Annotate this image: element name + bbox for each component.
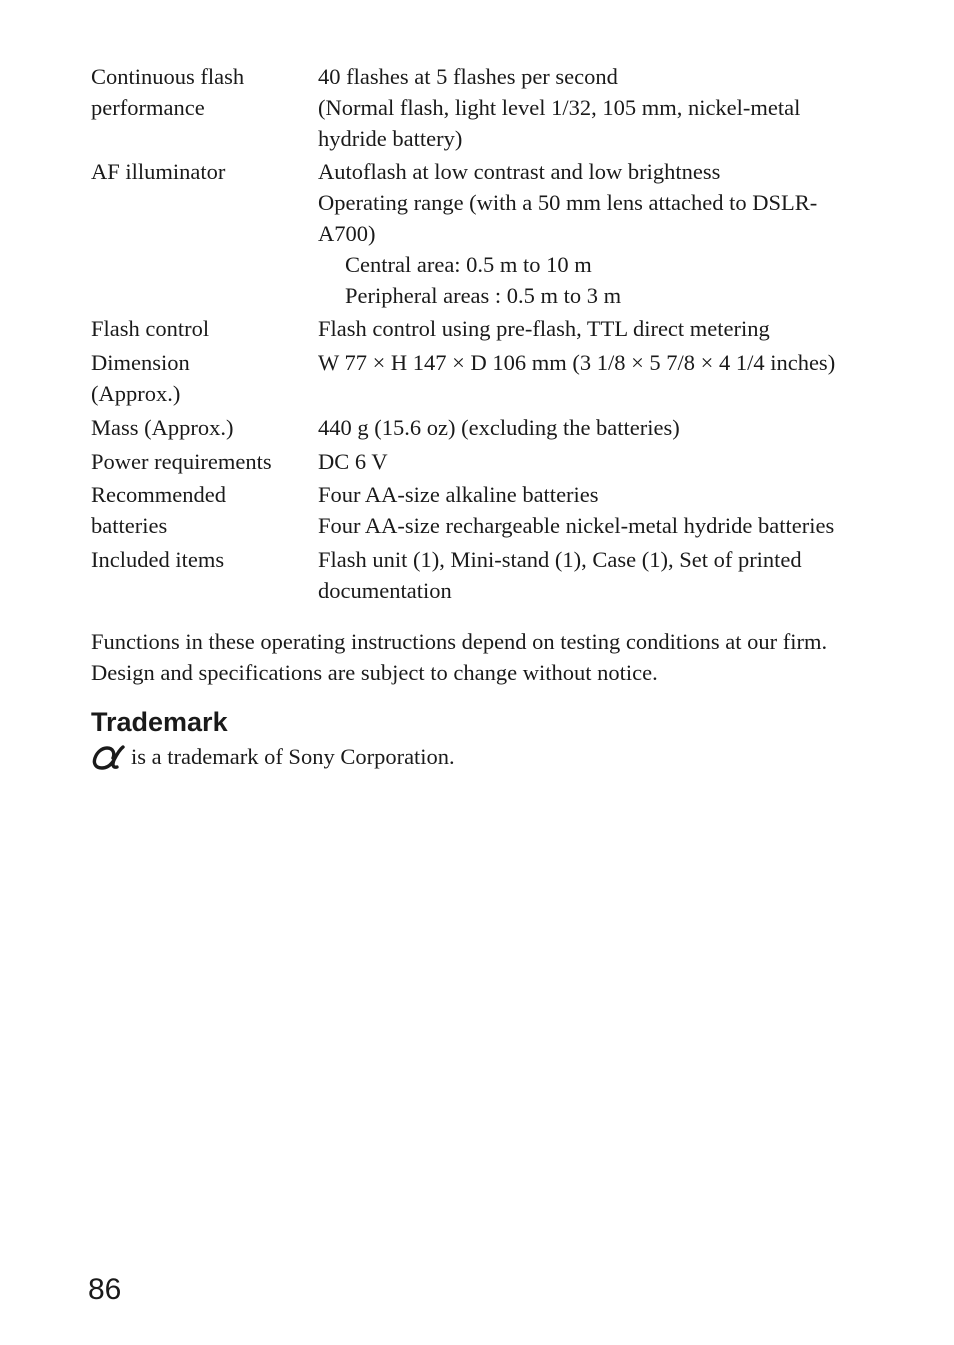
spec-value-line: Flash control using pre-flash, TTL direct metering: [318, 316, 770, 342]
spec-row: [91, 413, 891, 444]
spec-value: [318, 480, 891, 542]
spec-value-line: DC 6 V: [318, 448, 388, 474]
spec-value: [318, 314, 891, 345]
spec-row: [91, 62, 891, 154]
spec-value: [318, 545, 891, 607]
spec-value-line: Four AA-size rechargeable nickel-metal hydride batteries: [318, 513, 835, 539]
spec-row: [91, 348, 891, 410]
spec-label-line: Recommended: [91, 482, 226, 508]
spec-value-line: (Normal flash, light level 1/32, 105 mm, nickel-metal: [318, 94, 801, 120]
spec-value-line: W 77 × H 147 × D 106 mm (3 1/8 × 5 7/8 × 4 1/4 inches): [318, 350, 836, 376]
spec-label: [91, 157, 318, 311]
spec-value-line: A700): [318, 220, 376, 246]
spec-value: [318, 413, 891, 444]
spec-label-line: batteries: [91, 513, 168, 539]
spec-label-line: Continuous flash: [91, 64, 245, 89]
notice-line: Design and specifications are subject to change without notice.: [91, 659, 658, 685]
spec-value: [318, 348, 891, 410]
spec-value-line: Operating range (with a 50 mm lens attached to DSLR-: [318, 190, 818, 216]
spec-row: [91, 545, 891, 607]
spec-value-line: Central area: 0.5 m to 10 m: [345, 251, 592, 277]
spec-label-line: Flash control: [91, 316, 210, 342]
spec-row: [91, 314, 891, 345]
spec-row: [91, 447, 891, 478]
alpha-logo-icon: [90, 744, 126, 770]
spec-label: [91, 480, 318, 542]
spec-label-line: (Approx.): [91, 380, 181, 406]
spec-value-line: Four AA-size alkaline batteries: [318, 482, 599, 508]
spec-label: [91, 447, 318, 478]
spec-label-line: Dimension: [91, 350, 190, 376]
notice-text: [91, 627, 911, 689]
spec-value: [318, 157, 891, 311]
spec-value-line: Autoflash at low contrast and low brightness: [318, 159, 721, 185]
spec-row: [91, 480, 891, 542]
spec-label: [91, 348, 318, 410]
spec-label-line: Power requirements: [91, 448, 272, 474]
spec-table: [91, 62, 891, 610]
notice-line: Functions in these operating instructions depend on testing conditions at our firm.: [91, 629, 828, 654]
trademark-heading: Trademark: [91, 707, 228, 737]
spec-label-line: Mass (Approx.): [91, 414, 234, 440]
trademark-text: is a trademark of Sony Corporation.: [131, 744, 455, 769]
spec-value: [318, 62, 891, 154]
spec-value-line: Flash unit (1), Mini-stand (1), Case (1), Set of printed: [318, 546, 802, 572]
spec-label: [91, 545, 318, 607]
spec-value-line: 440 g (15.6 oz) (excluding the batteries): [318, 414, 680, 440]
spec-label-line: AF illuminator: [91, 159, 226, 185]
spec-row: [91, 157, 891, 311]
spec-label-line: performance: [91, 94, 205, 120]
page-number: 86: [88, 1273, 122, 1306]
trademark-line: [90, 742, 455, 773]
spec-label: [91, 413, 318, 444]
spec-label-line: Included items: [91, 546, 225, 572]
spec-label: [91, 62, 318, 154]
spec-value-line: Peripheral areas : 0.5 m to 3 m: [345, 282, 622, 308]
spec-value: [318, 447, 891, 478]
spec-value-line: documentation: [318, 577, 452, 603]
spec-label: [91, 314, 318, 345]
spec-value-line: hydride battery): [318, 125, 463, 151]
spec-value-line: 40 flashes at 5 flashes per second: [318, 64, 618, 89]
